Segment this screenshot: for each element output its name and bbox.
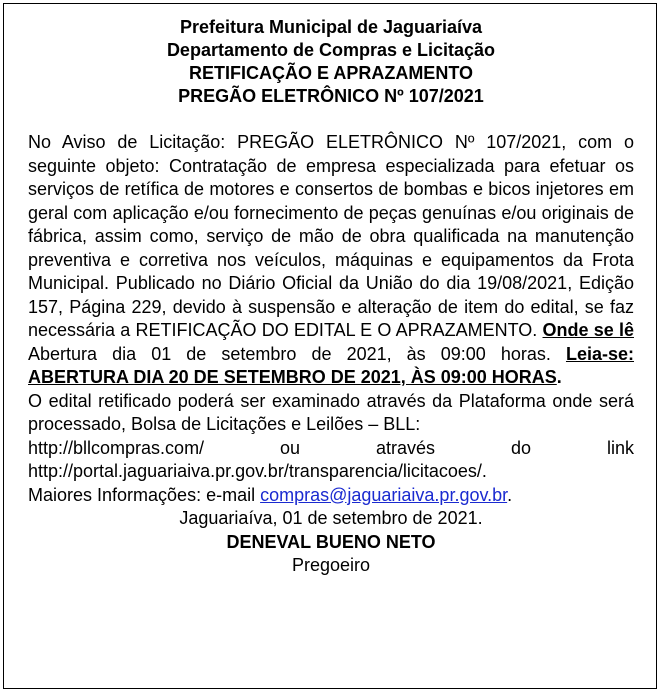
maiores-informacoes: [28, 484, 634, 508]
word-atraves: através: [376, 437, 436, 458]
header-line-departamento: Departamento de Compras e Licitação: [166, 40, 496, 60]
aviso-text: No Aviso de Licitação: PREGÃO ELETRÔNICO Nº 107/2021, com o seguinte objeto: Contratação de empresa especializada para efetuar os serviços de retífica de motores e consertos de bombas e bicos injetores em geral com aplicação e/ou fornecimento de peças genuínas e/ou originais de fábrica, assim como, serviço de mão de obra qualificada na manutenção preventiva e corretiva nos veículos, máquinas e equipamentos da Frota Municipal. Publicado no Diário Oficial da União do dia 19/08/2021, Edição 157, Página 229, devido à suspensão e alteração de item do edital, se faz necessária a RETIFICAÇÃO DO EDITAL E O APRAZAMENTO.: [28, 132, 634, 340]
header-line-prefeitura: Prefeitura Municipal de Jaguariaíva: [179, 17, 483, 37]
url-portal: http://portal.jaguariaiva.pr.gov.br/transparencia/licitacoes/.: [28, 461, 487, 481]
paragraph-edital: [28, 390, 634, 437]
word-do: do: [510, 437, 532, 458]
header-line-pregao: PREGÃO ELETRÔNICO Nº 107/2021: [178, 86, 484, 106]
url-bll: http://bllcompras.com/: [28, 437, 205, 458]
url-line: [28, 437, 634, 461]
email-link[interactable]: compras@jaguariaiva.pr.gov.br: [260, 484, 508, 505]
header-line-retificacao: RETIFICAÇÃO E APRAZAMENTO: [188, 63, 473, 83]
place-date: Jaguariaíva, 01 de setembro de 2021.: [179, 508, 483, 528]
notice-box: [3, 3, 657, 689]
signer-role: Pregoeiro: [291, 555, 371, 575]
new-opening-date: ABERTURA DIA 20 DE SETEMBRO DE 2021, ÀS 09:00 HORAS: [28, 367, 557, 387]
signer-name: DENEVAL BUENO NETO: [226, 531, 436, 552]
old-opening-date: Abertura dia 01 de setembro de 2021, às 09:00 horas.: [28, 343, 566, 364]
edital-text: O edital retificado poderá ser examinado através da Plataforma onde será processado, Bolsa de Licitações e Leilões – BLL:: [28, 390, 634, 434]
maiores-info-label: Maiores Informações: e-mail: [28, 484, 261, 505]
paragraph-aviso: [28, 131, 634, 390]
email-end: .: [507, 484, 513, 505]
onde-se-le-label: Onde se lê: [542, 320, 634, 340]
notice-body: [28, 131, 634, 578]
notice-header: [28, 16, 634, 108]
new-opening-date-end: .: [556, 367, 562, 387]
word-ou: ou: [280, 437, 301, 458]
word-link: link: [606, 437, 634, 458]
leia-se-label: Leia-se:: [565, 343, 634, 364]
